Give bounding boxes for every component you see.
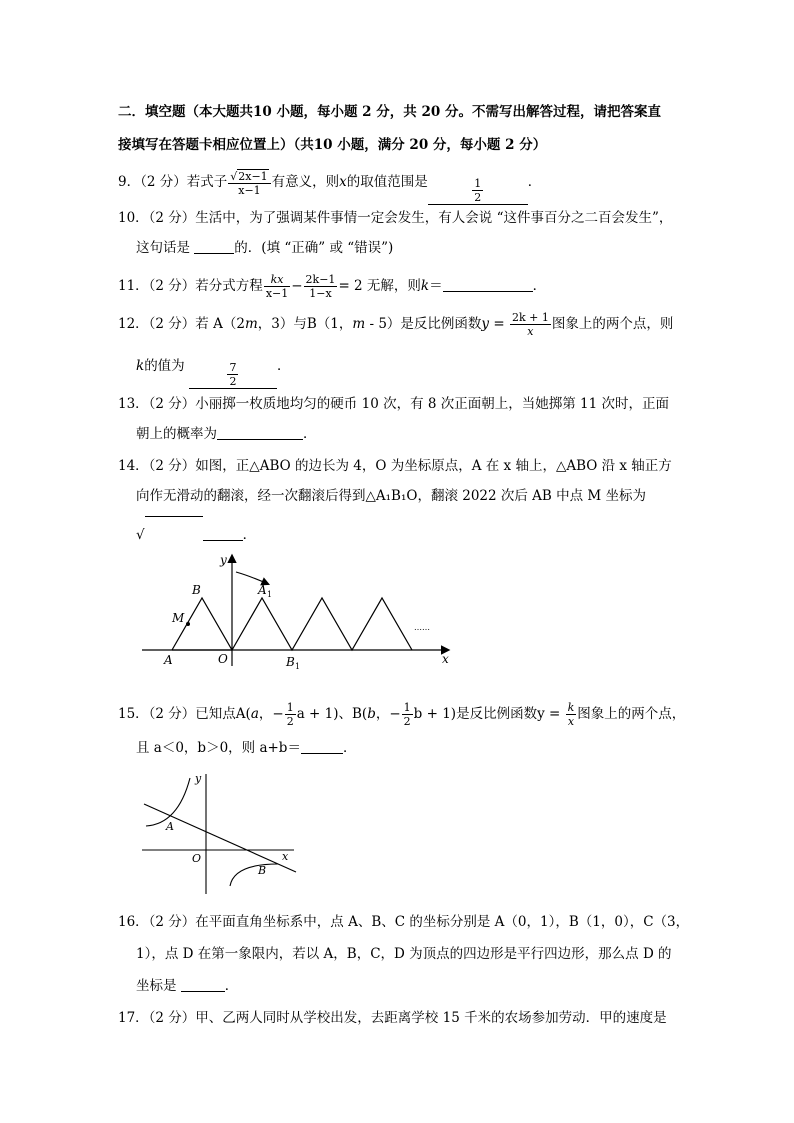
question-15-line2: 且 a＜0，b＞0，则 a+b＝ ． (136, 740, 357, 756)
label-o: O (192, 852, 202, 865)
question-10-line1: 10．（2 分）生活中，为了强调某件事情一定会发生，有人会说 “这件事百分之二百会发生”， (118, 210, 673, 226)
label-a: A (164, 653, 173, 667)
figure-rolling-triangle (140, 550, 460, 670)
question-14-line2: 向作无滑动的翻滚，经一次翻滚后得到△A₁B₁O，翻滚 2022 次后 AB 中点 M 坐标为 (136, 488, 647, 504)
label-b: B (258, 864, 267, 877)
question-10-line2: 这句话是 的．(填 “正确” 或 “错误”) (136, 240, 394, 256)
question-17-line1: 17．（2 分）甲、乙两人同时从学校出发，去距离学校 15 千米的农场参加劳动．甲的速度是 (118, 1010, 667, 1026)
label-o: O (218, 652, 228, 666)
answer-blank-13[interactable] (217, 425, 303, 440)
figure-hyperbola (138, 768, 303, 898)
section-title-line2: 接填写在答题卡相应位置上）（共10 小题，满分 20 分，每小题 2 分） (118, 137, 547, 153)
label-a1-sub: 1 (267, 590, 273, 599)
hyperbola-branch-left (146, 778, 190, 826)
ellipsis: …… (414, 623, 430, 632)
question-11: 11．（2 分）若分式方程 $\frac{kx}{x-1}$ − $\frac{2k-1}{1-x}$ = 2 无解，则k＝ ． (118, 273, 547, 300)
question-14-line3: √ ． (136, 516, 256, 545)
answer-blank-14[interactable] (203, 526, 243, 541)
answer-blank-15[interactable] (301, 739, 343, 754)
question-16-line1: 16．（2 分）在平面直角坐标系中，点 A、B、C 的坐标分别是 A（0，1），B（1，0），C（3， (118, 914, 690, 930)
point-m (186, 622, 190, 626)
question-13-line1: 13．（2 分）小丽掷一枚质地均匀的硬币 10 次，有 8 次正面朝上，当她掷第 11 次时，正面 (118, 396, 670, 412)
hyperbola-branch-right (230, 864, 278, 886)
triangle-path (172, 598, 412, 650)
q9-fraction: $\frac{√2x-1}{x-1}$ (228, 169, 270, 197)
question-14-line1: 14．（2 分）如图，正△ABO 的边长为 4，O 为坐标原点，A 在 x 轴上，△ABO 沿 x 轴正方 (118, 458, 672, 474)
label-x: x (282, 850, 289, 863)
label-y: y (220, 553, 227, 567)
answer-blank-11[interactable] (443, 277, 533, 292)
answer-blank-9[interactable]: $\frac{1}{2}$ (428, 176, 528, 205)
question-15-line1: 15．（2 分）已知点A(a，− $\frac{1}{2}$ a + 1)、B(b，− $\frac{1}{2}$ b + 1)是反比例函数y = $\frac{k}{x}$ 图象上的两个点， (118, 701, 686, 728)
question-12-line1: 12．（2 分）若 A（2m，3）与B（1，m - 5）是反比例函数y = $\frac{2k + 1}{x}$ 图象上的两个点，则 (118, 311, 674, 338)
question-16-line3: 坐标是 ． (136, 978, 239, 994)
question-16-line2: 1），点 D 在第一象限内，若以 A，B，C，D 为顶点的四边形是平行四边形，那么点 D 的 (136, 946, 672, 962)
question-13-line2: 朝上的概率为 ． (136, 426, 317, 442)
label-m: M (172, 611, 185, 625)
question-12-line2: k的值为 $\frac{7}{2}$ ． (136, 358, 291, 388)
label-a1: A (258, 583, 267, 597)
answer-blank-12[interactable]: $\frac{7}{2}$ (189, 360, 277, 389)
label-b1: B (286, 655, 295, 669)
sqrt-bar (145, 516, 203, 531)
label-x: x (442, 652, 449, 666)
question-9: 9．（2 分）若式子 $\frac{√2x-1}{x-1}$ 有意义，则x的取值范围是 $\frac{1}{2}$ ． (118, 169, 542, 204)
line-ab (144, 804, 296, 872)
answer-blank-16[interactable] (181, 977, 225, 992)
label-y: y (195, 772, 202, 785)
label-b1-sub: 1 (295, 662, 301, 670)
section-title-line1: 二．填空题（本大题共10 小题，每小题 2 分，共 20 分。不需写出解答过程，请把答案直 (118, 104, 661, 120)
label-a: A (166, 820, 174, 833)
label-b: B (192, 583, 201, 597)
answer-blank-10[interactable] (194, 239, 234, 254)
